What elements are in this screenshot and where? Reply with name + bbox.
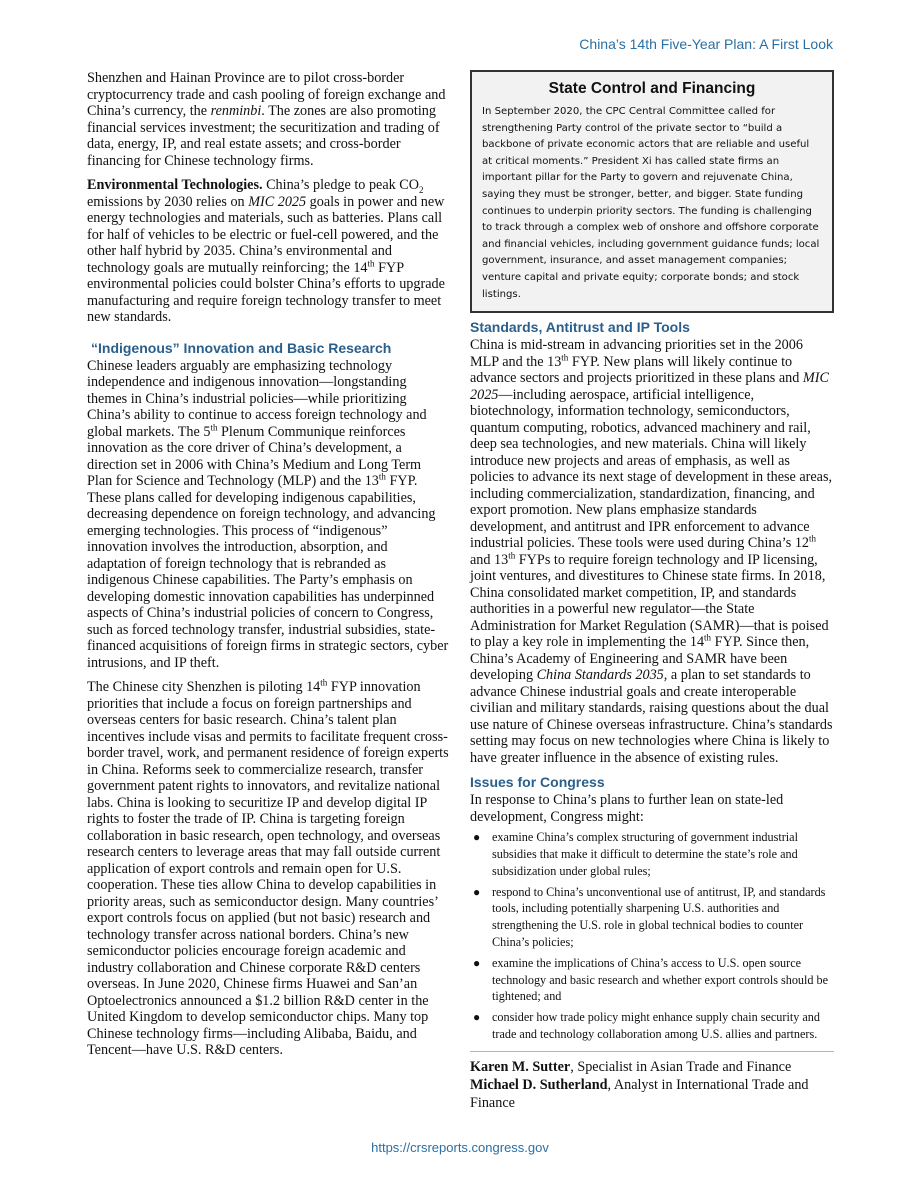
paragraph-environmental — [87, 177, 449, 326]
issues-list — [470, 829, 834, 1043]
left-column — [87, 70, 449, 1067]
list-item: ● respond to China’s unconventional use of antitrust, IP, and standards tools, including potentially sharpening U.S. authorities and strengthening the U.S. role in global technical bodies to counter China’s policies; — [473, 884, 826, 949]
box-title: State Control and Financing — [548, 80, 756, 97]
heading-standards: Standards, Antitrust and IP Tools — [470, 319, 690, 336]
paragraph-indigenous: Chinese leaders arguably are emphasizing technology independence and indigenous innovation—longstanding themes in China’s industrial policies—while prioritizing China’s ability to continue to access foreign technology and global markets. The 5th Plenum Communique reinforces innovation as the core driver of China’s development, a direction set in 2006 with China’s Medium and Long Term Plan for Science and Technology (MLP) and the 13th FYP. These plans called for developing indigenous capabilities, decreasing dependence on foreign technology, and advancing emerging technologies. This process of “indigenous” innovation involves the introduction, absorption, and adaptation of foreign technology that is rebranded as indigenous Chinese capabilities. The Party’s emphasis on developing domestic innovation capabilities has underpinned aspects of China’s industrial policies of concern to Congress, such as forced technology transfer, industrial subsidies, state-financed acquisitions of foreign firms in strategic sectors, cyber intrusions, and IP theft. — [87, 357, 449, 671]
author-2: Michael D. Sutherland, Analyst in International Trade and Finance — [470, 1076, 809, 1111]
paragraph-issues: In response to China’s plans to further lean on state-led development, Congress might: — [470, 792, 784, 825]
bullet-icon: ● — [473, 830, 481, 845]
sidebar-box — [470, 70, 834, 313]
heading-indigenous: “Indigenous” Innovation and Basic Research — [91, 339, 392, 356]
env-text: China’s pledge to peak $CO_2$ emissions by 2030 relies on MIC 2025 goals in power and new energy technologies and materials, such as batteries. Plans call for half of vehicles to be electric or fuel-cell powered, and the other half hybrid by 2035. China’s environmental and technology goals are mutually reinforcing; the 14th FYP environmental policies could bolster China’s efforts to upgrade manufacturing and require foreign technology transfer to meet new standards. — [87, 177, 445, 325]
list-item: ● examine China’s complex structuring of government industrial subsidies that make it difficult to determine the state’s role and subsidization under global rules; — [473, 830, 798, 878]
heading-issues: Issues for Congress — [470, 774, 605, 791]
bullet-icon: ● — [473, 1010, 481, 1025]
env-label: Environmental Technologies. — [87, 177, 263, 193]
paragraph-standards: China is mid-stream in advancing priorities set in the 2006 MLP and the 13th FYP. New plans will likely continue to advance sectors and projects prioritized in these plans and MIC 2025—including aerospace, artificial intelligence, biotechnology, information technology, semiconductors, quantum computing, robotics, advanced machinery and rail, deep sea technologies, and new materials. China will likely introduce new projects and areas of emphasis, as well as policies to advance its next stage of development in these areas, including commercialization, standardization, financing, and export promotion. New plans emphasize standards development, and antitrust and IPR enforcement to advance industrial policies. These tools were used during China’s 12th and 13th FYPs to require foreign technology and IP licensing, joint ventures, and divestitures to Chinese state firms. In 2018, China consolidated market competition, IP, and standards authorities in a powerful new regulator—the State Administration for Market Regulation (SAMR)—that is poised to play a key role in implementing the 14th FYP. Since then, China’s Academy of Engineering and SAMR have been developing China Standards 2035, a plan to set standards to advance Chinese industrial goals and create interoperable civilian and military standards, raising questions about the dual use nature of Chinese overseas infrastructure. China’s standards setting may focus on new technologies where China is likely to have greater influence in the absence of existing rules. — [470, 337, 833, 766]
author-divider — [470, 1051, 834, 1052]
right-column — [470, 70, 834, 1112]
bullet-icon: ● — [473, 884, 481, 899]
list-item: ● consider how trade policy might enhance supply chain security and trade and technology collaboration among U.S. allies and partners. — [473, 1010, 820, 1041]
box-text: In September 2020, the CPC Central Committee called for strengthening Party control of the private sector to “build a backbone of private economic actors that are reliable and useful at critical moments.” President Xi has called state firms an important pillar for the Party to govern and rejuvenate China, saying they must be stronger, better, and bigger. State funding continues to underpin priority sectors. The funding is challenging to track through a complex web of onshore and offshore corporate and financial vehicles, including government guidance funds; local government, insurance, and asset management companies; venture capital and private equity; corporate bonds; and stock listings. — [482, 106, 820, 300]
list-item: ● examine the implications of China’s access to U.S. open source technology and basic research and whether export controls should be tightened; and — [473, 955, 829, 1004]
author-1: Karen M. Sutter, Specialist in Asian Trade and Finance — [470, 1058, 792, 1075]
paragraph-cross-border: Shenzhen and Hainan Province are to pilot cross-border cryptocurrency trade and cash pooling of foreign exchange and China’s currency, the renminbi. The zones are also promoting financial services investment; the securitization and trading of data, energy, IP, and real estate assets; and cross-border financing for Chinese technology firms. — [87, 70, 446, 169]
bullet-icon: ● — [473, 955, 481, 970]
running-header: China’s 14th Five-Year Plan: A First Look — [579, 36, 833, 52]
paragraph-shenzhen: The Chinese city Shenzhen is piloting 14th FYP innovation priorities that include a focus on foreign partnerships and overseas centers for basic research. China’s talent plan incentives include visas and permits to facilitate frequent cross-border travel, work, and permanent residence of foreign experts in China. Reforms seek to commercialize research, transfer government patent rights to innovators, and revitalize national labs. China is looking to securitize IP and develop digital IP rights to foster the trade of IP. China is targeting foreign collaboration in basic research, open technology, and overseas research centers to leverage areas that may fall outside current application of export controls and remain open for U.S. cooperation. These ties allow China to develop capabilities in priority areas, such as semiconductor design. Many countries’ export controls focus on applied (but not basic) research and technology transfer across national borders. China’s new semiconductor policies encourage foreign academic and industry collaboration and Chinese corporate R&D centers overseas. In June 2020, Chinese firms Huawei and San’an Optoelectronics announced a $1.2 billion R&D center in the United Kingdom to develop semiconductor chips. Many top Chinese technology firms—including Alibaba, Baidu, and Tencent—have U.S. R&D centers. — [87, 677, 449, 1058]
footer-url[interactable]: https://crsreports.congress.gov — [371, 1140, 549, 1155]
